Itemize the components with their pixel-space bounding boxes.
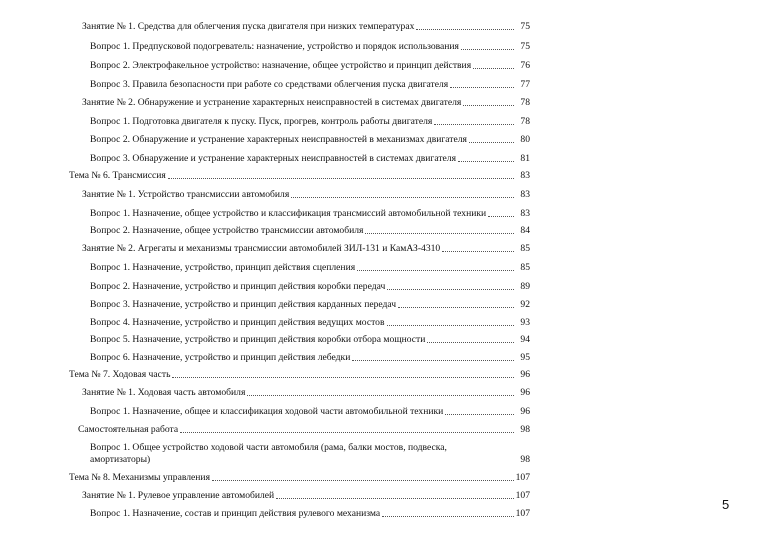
toc-entry [82, 97, 530, 109]
toc-entry [90, 317, 530, 329]
toc-entry [69, 472, 530, 484]
toc-entry [90, 134, 530, 146]
toc-entry [90, 79, 530, 91]
toc-entry-label: Вопрос 3. Обнаружение и устранение характерных неисправностей в системах двигателя [90, 153, 456, 164]
toc-entry [90, 508, 530, 520]
toc-entry-page: 96 [520, 369, 530, 380]
toc-entry [82, 387, 530, 399]
toc-entry-page: 83 [520, 170, 530, 181]
toc-dot-leader [357, 269, 514, 271]
toc-dot-leader [291, 196, 514, 198]
toc-entry-page: 96 [520, 387, 530, 398]
toc-entry-label: Занятие № 1. Ходовая часть автомобиля [82, 387, 246, 398]
toc-dot-leader [473, 67, 514, 69]
toc-entry [90, 153, 530, 165]
toc-entry-label: Занятие № 2. Агрегаты и механизмы трансмиссии автомобилей ЗИЛ-131 и КамАЗ-4310 [82, 243, 441, 254]
toc-entry-page: 78 [520, 97, 530, 108]
toc-entry-page: 96 [520, 406, 530, 417]
toc-entry [90, 299, 530, 311]
slide-page-number: 5 [722, 497, 730, 512]
toc-entry [90, 60, 530, 72]
toc-entry-page: 84 [520, 225, 530, 236]
toc-entry-label: Вопрос 1. Общее устройство ходовой части автомобиля (рама, балки мостов, подвеска, [90, 442, 447, 453]
toc-dot-leader [461, 48, 514, 50]
toc-entry-label: Вопрос 1. Предпусковой подогреватель: назначение, устройство и порядок использования [90, 41, 459, 52]
toc-entry-label: Занятие № 1. Рулевое управление автомобилей [82, 490, 275, 501]
toc-dot-leader [450, 86, 514, 88]
toc-entry-label: Вопрос 2. Обнаружение и устранение характерных неисправностей в механизмах двигателя [90, 134, 467, 145]
toc-entry [90, 334, 530, 346]
toc-entry-page: 107 [515, 490, 530, 501]
toc-entry-label: Вопрос 1. Назначение, устройство, принцип действия сцепления [90, 262, 356, 273]
toc-dot-leader [180, 431, 514, 433]
toc-dot-leader [247, 394, 514, 396]
toc-entry [90, 41, 530, 53]
toc-dot-leader [387, 288, 514, 290]
toc-dot-leader [398, 306, 514, 308]
toc-entry-page: 85 [520, 243, 530, 254]
toc-entry-label: Вопрос 4. Назначение, устройство и принцип действия ведущих мостов [90, 317, 385, 328]
toc-dot-leader [382, 515, 513, 517]
toc-entry [90, 352, 530, 364]
toc-dot-leader [469, 141, 514, 143]
toc-entry-page: 77 [520, 79, 530, 90]
toc-entry-label: Вопрос 2. Электрофакельное устройство: назначение, общее устройство и принцип действия [90, 60, 472, 71]
toc-entry-page: 107 [515, 508, 530, 519]
toc-entry-label: Вопрос 5. Назначение, устройство и принцип действия коробки отбора мощности [90, 334, 426, 345]
toc-entry-label: Занятие № 1. Средства для облегчения пуска двигателя при низких температурах [82, 21, 415, 32]
toc-dot-leader [152, 462, 514, 463]
toc-entry-label: Вопрос 2. Назначение, устройство и принцип действия коробки передач [90, 281, 386, 292]
toc-entry [90, 116, 530, 128]
toc-dot-leader [352, 359, 514, 361]
toc-entry-page: 95 [520, 352, 530, 363]
toc-entry-page: 83 [520, 189, 530, 200]
toc-entry-page: 94 [520, 334, 530, 345]
toc-entry [82, 189, 530, 201]
toc-entry-label: Вопрос 1. Назначение, состав и принцип действия рулевого механизма [90, 508, 381, 519]
toc-entry-label: Тема № 8. Механизмы управления [69, 472, 210, 483]
toc-entry [90, 225, 530, 237]
toc-entry-label: Тема № 7. Ходовая часть [69, 369, 171, 380]
toc-entry-label: Самостоятельная работа [78, 424, 179, 435]
toc-entry-page: 98 [520, 424, 530, 435]
toc-entry [82, 490, 530, 502]
toc-entry [90, 281, 530, 293]
toc-entry [90, 406, 530, 418]
toc-entry-label: Занятие № 1. Устройство трансмиссии автомобиля [82, 189, 290, 200]
toc-entry-page: 92 [520, 299, 530, 310]
toc-entry-label: Тема № 6. Трансмиссия [69, 170, 166, 181]
toc-dot-leader [458, 160, 514, 162]
toc-entry-page: 80 [520, 134, 530, 145]
toc-dot-leader [445, 413, 514, 415]
toc-entry-label: Вопрос 3. Правила безопасности при работе со средствами облегчения пуска двигателя [90, 79, 449, 90]
toc-entry [82, 21, 530, 33]
toc-entry-label-continued: амортизаторы) [90, 454, 151, 465]
toc-dot-leader [365, 232, 514, 234]
toc-entry [90, 208, 530, 220]
toc-dot-leader [488, 215, 514, 217]
toc-entry [90, 442, 530, 466]
toc-dot-leader [434, 123, 514, 125]
toc-entry-page: 107 [515, 472, 530, 483]
toc-dot-leader [387, 324, 515, 326]
toc-entry [69, 170, 530, 182]
toc-entry-label: Вопрос 2. Назначение, общее устройство трансмиссии автомобиля [90, 225, 364, 236]
toc-entry-page: 76 [520, 60, 530, 71]
toc-entry-label: Вопрос 6. Назначение, устройство и принцип действия лебедки [90, 352, 351, 363]
toc-entry-page: 93 [520, 317, 530, 328]
toc-entry-page: 98 [520, 454, 530, 465]
toc-dot-leader [212, 479, 514, 481]
toc-entry-page: 75 [520, 41, 530, 52]
toc-dot-leader [172, 376, 514, 378]
toc-entry-label: Вопрос 3. Назначение, устройство и принцип действия карданных передач [90, 299, 397, 310]
toc-entry-page: 78 [520, 116, 530, 127]
toc-dot-leader [442, 250, 514, 252]
toc-entry-page: 81 [520, 153, 530, 164]
toc-entry [82, 243, 530, 255]
toc-entry-page: 75 [520, 21, 530, 32]
toc-entry-page: 89 [520, 281, 530, 292]
toc-entry [69, 369, 530, 381]
toc-dot-leader [463, 104, 514, 106]
toc-entry-page: 83 [520, 208, 530, 219]
toc-dot-leader [427, 341, 514, 343]
toc-entry-label: Вопрос 1. Назначение, общее и классификация ходовой части автомобильной техники [90, 406, 444, 417]
toc-entry-page: 85 [520, 262, 530, 273]
toc-entry-label: Вопрос 1. Подготовка двигателя к пуску. Пуск, прогрев, контроль работы двигателя [90, 116, 433, 127]
toc-entry [78, 424, 530, 436]
toc-dot-leader [168, 177, 514, 179]
toc-dot-leader [416, 28, 514, 30]
toc-entry-label: Занятие № 2. Обнаружение и устранение характерных неисправностей в системах двигателя [82, 97, 462, 108]
toc-entry [90, 262, 530, 274]
toc-dot-leader [276, 497, 513, 499]
toc-entry-label: Вопрос 1. Назначение, общее устройство и классификация трансмиссий автомобильной техники [90, 208, 487, 219]
